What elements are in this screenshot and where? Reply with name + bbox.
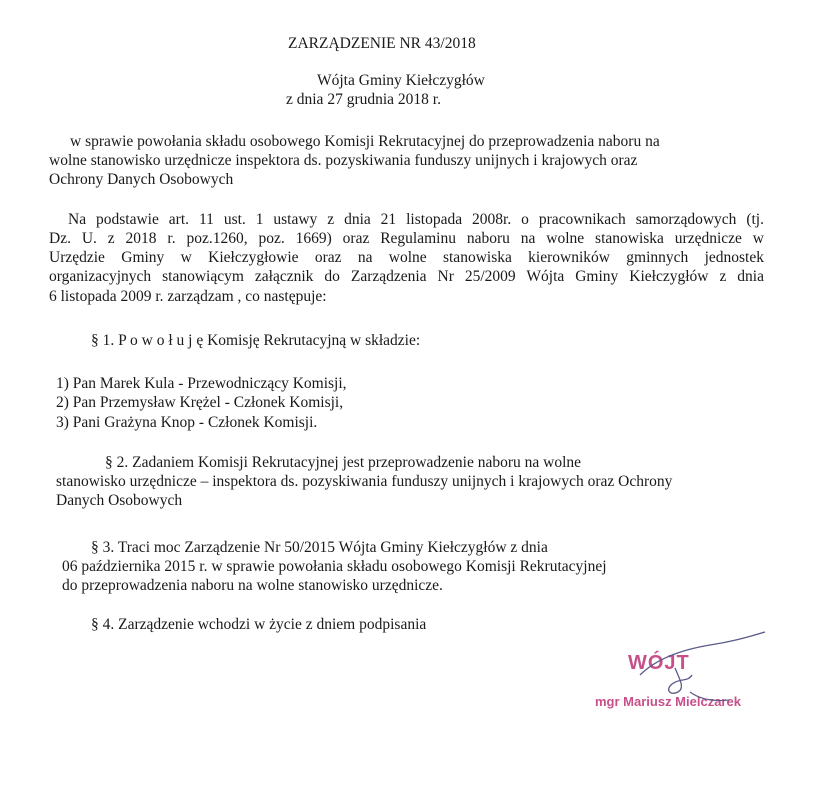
subject-line: w sprawie powołania składu osobowego Komisji Rekrutacyjnej do przeprowadzenia naboru na [70,133,660,150]
preamble-line: Urzędzie Gminy w Kiełczygłowie oraz na wolne stanowiska kierowników gminnych jednostek [49,249,764,266]
preamble-line: organizacyjnych stanowiącym załącznik do Zarządzenia Nr 25/2009 Wójta Gminy Kiełczygłów z dnia [49,268,764,285]
document-title: ZARZĄDZENIE NR 43/2018 [288,35,476,52]
section-2-line: Danych Osobowych [56,492,183,509]
issue-date: z dnia 27 grudnia 2018 r. [286,91,441,108]
preamble-line: 6 listopada 2009 r. zarządzam , co następuje: [49,288,327,305]
handwritten-signature [580,620,770,720]
section-3-line: § 3. Traci moc Zarządzenie Nr 50/2015 Wójta Gminy Kiełczygłów z dnia [91,539,548,556]
subject-line: Ochrony Danych Osobowych [49,171,234,188]
section-1-heading: § 1. P o w o ł u j ę Komisję Rekrutacyjną w składzie: [91,332,421,349]
section-3-line: 06 października 2015 r. w sprawie powołania składu osobowego Komisji Rekrutacyjnej [62,558,607,575]
stamp-name: mgr Mariusz Mielczarek [595,694,741,709]
section-3-line: do przeprowadzenia naboru na wolne stanowisko urzędnicze. [62,577,443,594]
preamble-line: Dz. U. z 2018 r. poz.1260, poz. 1669) oraz Regulaminu naboru na wolne stanowiska urzędnicze w [49,230,764,247]
member-item: 2) Pan Przemysław Krężel - Członek Komisji, [56,394,344,411]
member-item: 1) Pan Marek Kula - Przewodniczący Komisji, [56,375,347,392]
section-4-line: § 4. Zarządzenie wchodzi w życie z dniem podpisania [91,616,427,633]
preamble-line: Na podstawie art. 11 ust. 1 ustawy z dnia 21 listopada 2008r. o pracownikach samorządowych (tj. [68,211,764,228]
issuer: Wójta Gminy Kiełczygłów [317,72,485,89]
subject-line: wolne stanowisko urzędnicze inspektora ds. pozyskiwania funduszy unijnych i krajowych oraz [49,152,638,169]
section-2-line: § 2. Zadaniem Komisji Rekrutacyjnej jest przeprowadzenie naboru na wolne [105,454,582,471]
section-2-line: stanowisko urzędnicze – inspektora ds. pozyskiwania funduszy unijnych i krajowych oraz Ochrony [56,473,673,490]
member-item: 3) Pani Grażyna Knop - Członek Komisji. [56,414,318,431]
stamp-title: WÓJT [628,652,690,674]
